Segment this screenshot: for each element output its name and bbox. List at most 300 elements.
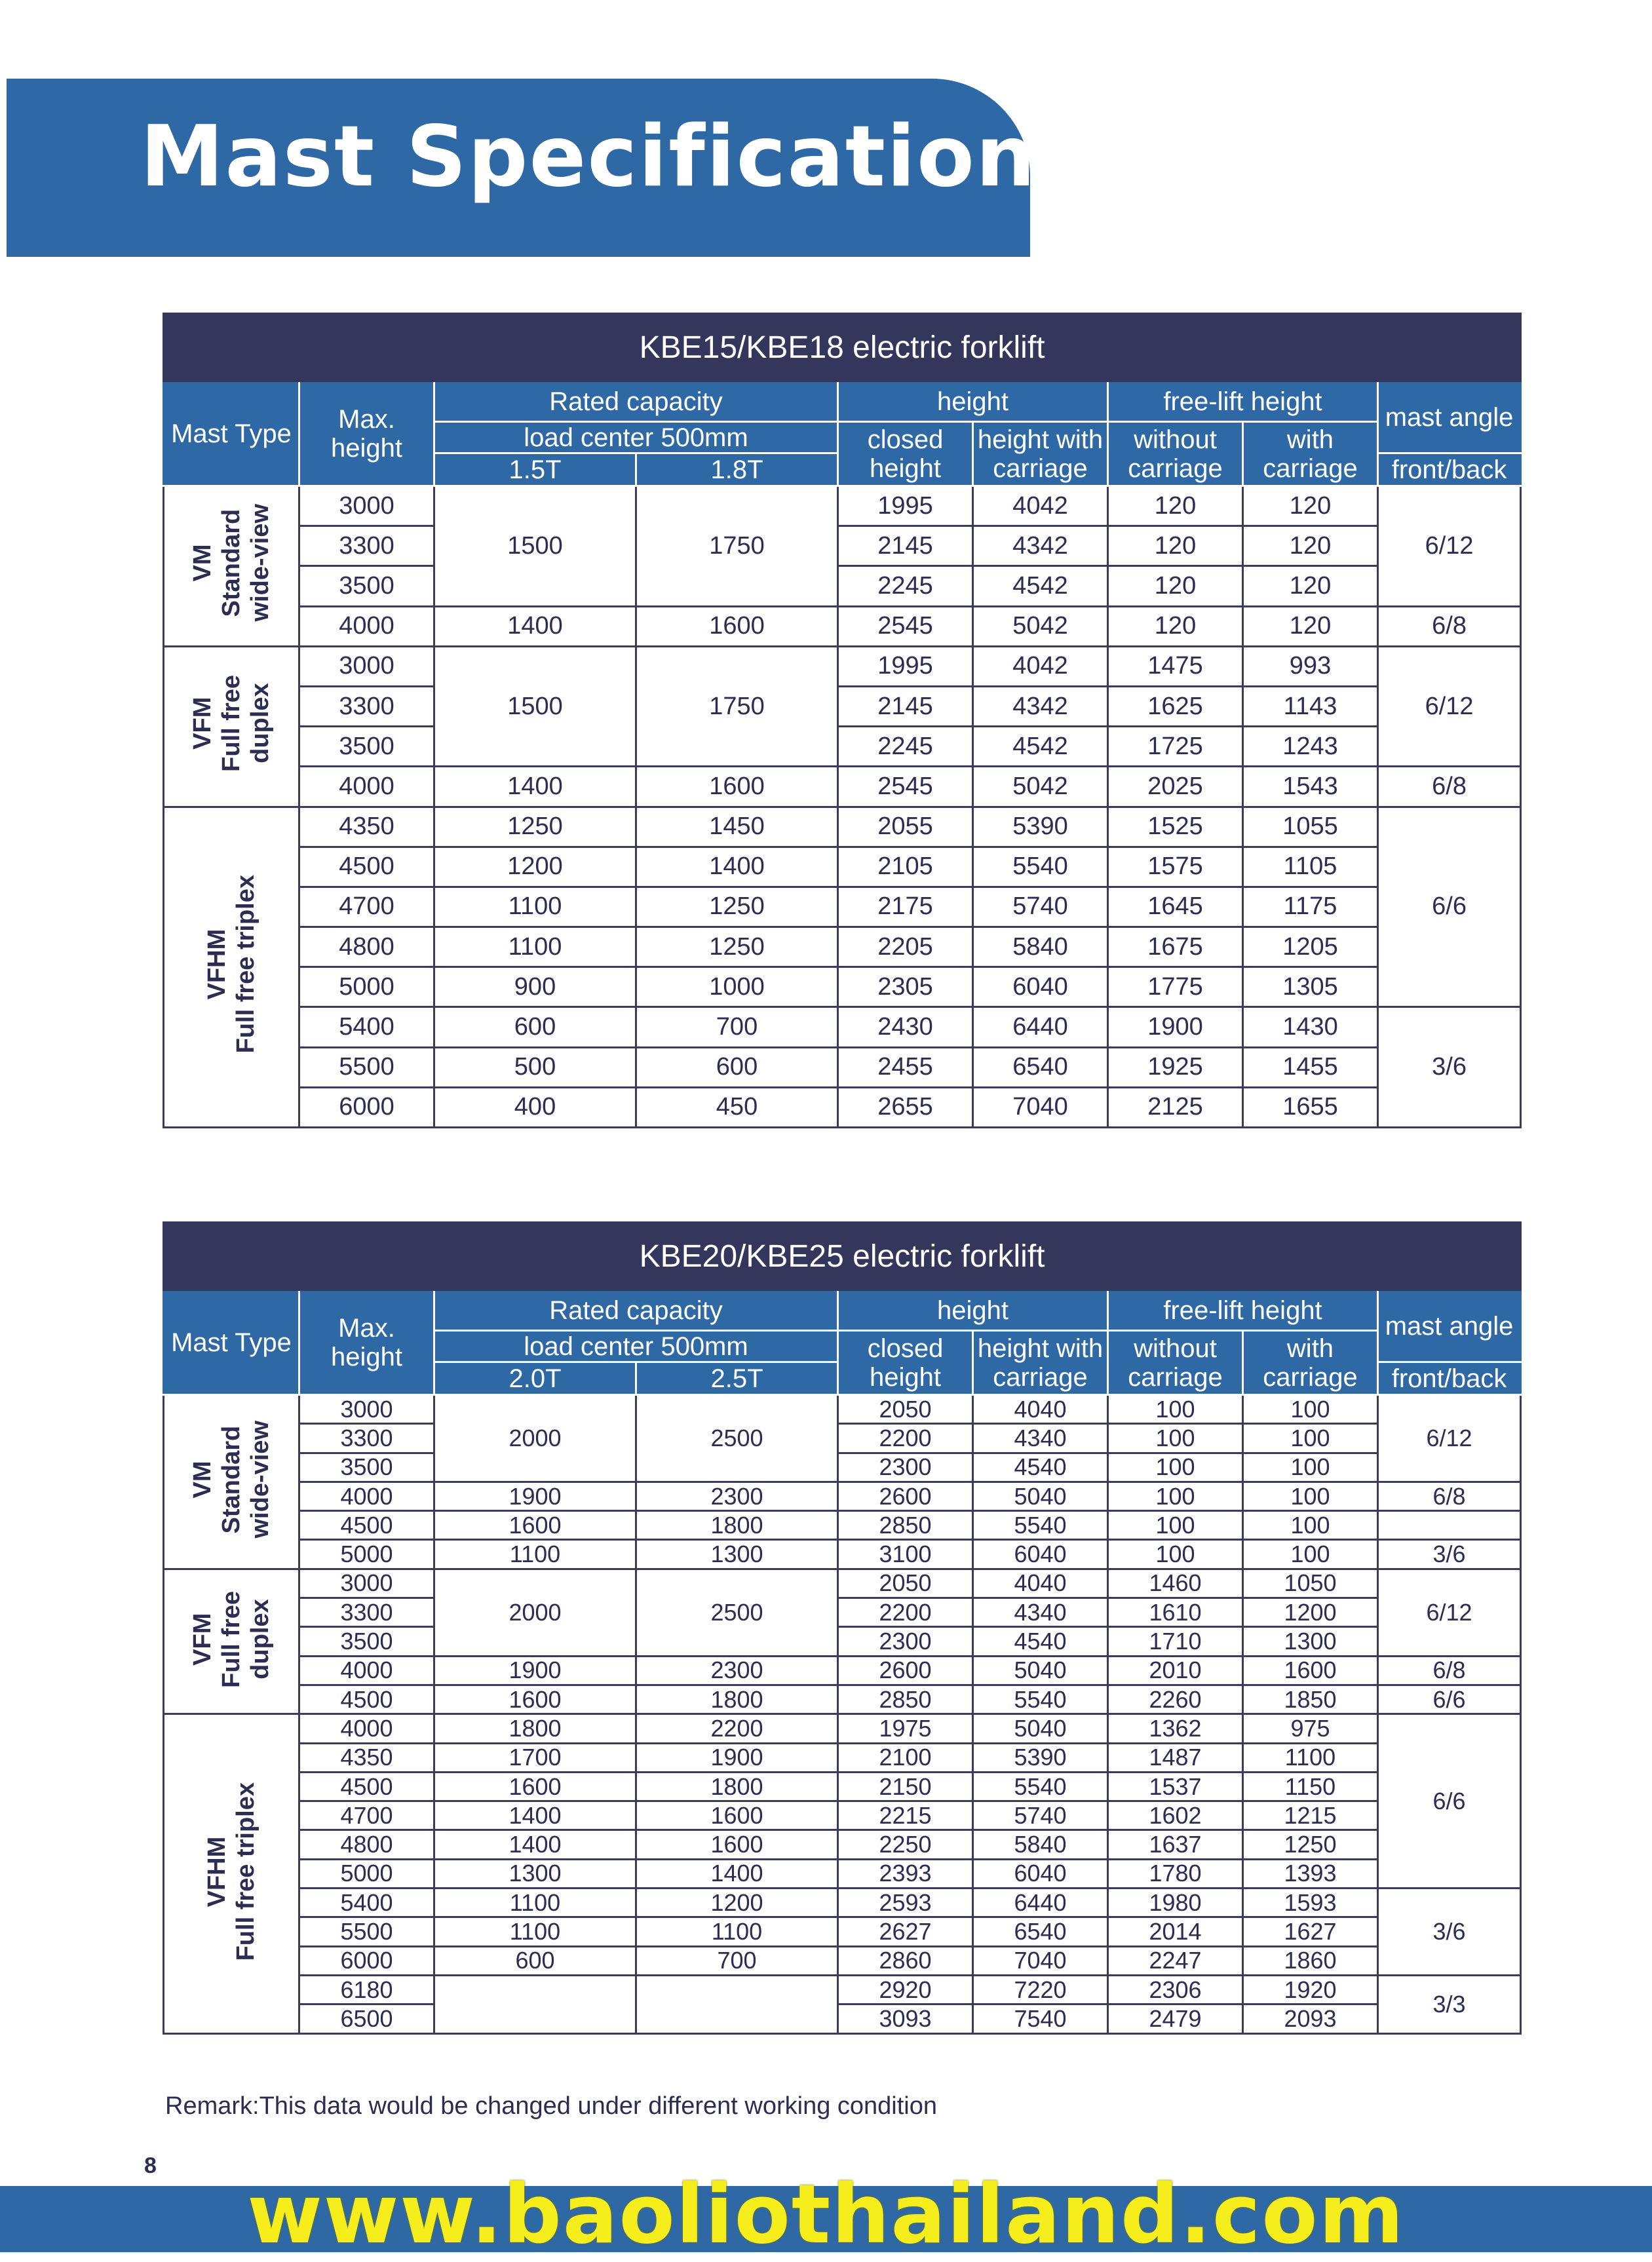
capacity-b-cell: 1100 [636, 1917, 838, 1946]
capacity-a-cell: 1400 [434, 1830, 636, 1859]
free-lift-with-cell: 120 [1243, 566, 1378, 606]
mast-type-label: VM Standard wide-view [189, 1421, 274, 1539]
height-with-carriage-cell: 6440 [973, 1888, 1108, 1917]
capacity-b-cell: 2500 [636, 1569, 838, 1656]
free-lift-without-cell: 100 [1108, 1511, 1243, 1540]
free-lift-without-cell: 1602 [1108, 1801, 1243, 1830]
closed-height-cell: 2200 [838, 1598, 973, 1627]
closed-height-cell: 2850 [838, 1685, 973, 1714]
max-height-cell: 3500 [299, 566, 434, 606]
free-lift-without-cell: 100 [1108, 1540, 1243, 1569]
max-height-cell: 4350 [299, 1743, 434, 1772]
max-height-cell: 5400 [299, 1007, 434, 1047]
closed-height-cell: 2393 [838, 1859, 973, 1888]
free-lift-without-cell: 1575 [1108, 847, 1243, 887]
closed-height-cell: 1975 [838, 1714, 973, 1743]
capacity-b-cell: 1400 [636, 847, 838, 887]
free-lift-with-cell: 120 [1243, 486, 1378, 526]
mast-type-label: VFHM Full free triplex [203, 874, 259, 1053]
capacity-b-cell: 1800 [636, 1772, 838, 1801]
max-height-cell: 5000 [299, 967, 434, 1007]
capacity-a-cell: 1800 [434, 1714, 636, 1743]
remark-note: Remark:This data would be changed under different working condition [165, 2092, 937, 2120]
mast-angle-cell: 6/6 [1378, 1685, 1521, 1714]
free-lift-with-cell: 1543 [1243, 767, 1378, 807]
max-height-cell: 3300 [299, 1424, 434, 1453]
height-with-carriage-cell: 7540 [973, 2004, 1108, 2033]
free-lift-without-cell: 100 [1108, 1482, 1243, 1510]
closed-height-cell: 2600 [838, 1656, 973, 1685]
max-height-cell: 5000 [299, 1859, 434, 1888]
free-lift-with-cell: 1150 [1243, 1772, 1378, 1801]
mast-angle-cell: 6/6 [1378, 807, 1521, 1007]
capacity-b-cell: 2300 [636, 1482, 838, 1510]
mast-angle-cell: 6/8 [1378, 606, 1521, 646]
header-mast-type: Mast Type [164, 381, 299, 486]
free-lift-without-cell: 1980 [1108, 1888, 1243, 1917]
height-with-carriage-cell: 5390 [973, 807, 1108, 847]
max-height-cell: 3300 [299, 1598, 434, 1627]
closed-height-cell: 2430 [838, 1007, 973, 1047]
closed-height-cell: 2205 [838, 927, 973, 967]
free-lift-without-cell: 1900 [1108, 1007, 1243, 1047]
height-with-carriage-cell: 5042 [973, 606, 1108, 646]
capacity-b-cell: 1750 [636, 646, 838, 767]
capacity-a-cell: 1900 [434, 1656, 636, 1685]
capacity-a-cell: 1250 [434, 807, 636, 847]
header-capacity-b: 2.5T [636, 1362, 838, 1395]
max-height-cell: 3500 [299, 1453, 434, 1482]
capacity-a-cell: 1100 [434, 1540, 636, 1569]
height-with-carriage-cell: 5540 [973, 1511, 1108, 1540]
max-height-cell: 4500 [299, 1685, 434, 1714]
height-with-carriage-cell: 5040 [973, 1482, 1108, 1510]
header-height-with-carriage: height with carriage [973, 1331, 1108, 1395]
mast-angle-cell: 3/6 [1378, 1007, 1521, 1128]
capacity-b-cell: 1600 [636, 606, 838, 646]
height-with-carriage-cell: 6540 [973, 1047, 1108, 1087]
capacity-a-cell: 1400 [434, 767, 636, 807]
free-lift-without-cell: 100 [1108, 1453, 1243, 1482]
mast-type-cell [164, 646, 299, 807]
free-lift-with-cell: 1143 [1243, 686, 1378, 726]
closed-height-cell: 2105 [838, 847, 973, 887]
max-height-cell: 3300 [299, 526, 434, 566]
free-lift-without-cell: 1362 [1108, 1714, 1243, 1743]
height-with-carriage-cell: 4042 [973, 646, 1108, 686]
mast-angle-cell: 3/3 [1378, 1975, 1521, 2033]
free-lift-without-cell: 1775 [1108, 967, 1243, 1007]
capacity-b-cell: 1750 [636, 486, 838, 607]
spec-table-kbe15-kbe18 [163, 313, 1522, 1128]
closed-height-cell: 2145 [838, 686, 973, 726]
header-capacity-a: 2.0T [434, 1362, 636, 1395]
free-lift-with-cell: 100 [1243, 1395, 1378, 1424]
free-lift-with-cell: 1050 [1243, 1569, 1378, 1598]
capacity-a-cell: 1100 [434, 887, 636, 927]
max-height-cell: 3500 [299, 727, 434, 767]
table-caption: KBE20/KBE25 electric forklift [164, 1223, 1521, 1290]
capacity-a-cell: 1100 [434, 1917, 636, 1946]
max-height-cell: 5500 [299, 1047, 434, 1087]
max-height-cell: 4800 [299, 927, 434, 967]
free-lift-with-cell: 1593 [1243, 1888, 1378, 1917]
closed-height-cell: 2245 [838, 727, 973, 767]
mast-type-label: VFHM Full free triplex [203, 1782, 259, 1961]
capacity-a-cell: 1100 [434, 1888, 636, 1917]
free-lift-without-cell: 1460 [1108, 1569, 1243, 1598]
free-lift-with-cell: 1920 [1243, 1975, 1378, 2004]
height-with-carriage-cell: 5740 [973, 887, 1108, 927]
free-lift-without-cell: 1637 [1108, 1830, 1243, 1859]
free-lift-with-cell: 100 [1243, 1453, 1378, 1482]
max-height-cell: 6180 [299, 1975, 434, 2004]
closed-height-cell: 2600 [838, 1482, 973, 1510]
closed-height-cell: 2455 [838, 1047, 973, 1087]
height-with-carriage-cell: 4042 [973, 486, 1108, 526]
capacity-b-cell: 1600 [636, 767, 838, 807]
footer-website-link[interactable]: www.baoliothailand.com [247, 2168, 1405, 2262]
max-height-cell: 4700 [299, 1801, 434, 1830]
mast-type-cell [164, 1395, 299, 1569]
capacity-a-cell: 1200 [434, 847, 636, 887]
capacity-b-cell: 2300 [636, 1656, 838, 1685]
closed-height-cell: 2050 [838, 1569, 973, 1598]
capacity-b-cell: 600 [636, 1047, 838, 1087]
mast-type-cell [164, 486, 299, 647]
height-with-carriage-cell: 5740 [973, 1801, 1108, 1830]
header-load-center: load center 500mm [434, 422, 838, 453]
mast-type-label: VFM Full free duplex [189, 674, 274, 772]
header-free-lift-height: free-lift height [1108, 381, 1378, 422]
header-capacity-b: 1.8T [636, 453, 838, 486]
capacity-a-cell: 1400 [434, 606, 636, 646]
capacity-a-cell: 1700 [434, 1743, 636, 1772]
mast-angle-cell: 6/12 [1378, 646, 1521, 767]
height-with-carriage-cell: 4340 [973, 1598, 1108, 1627]
free-lift-with-cell: 1200 [1243, 1598, 1378, 1627]
capacity-b-cell: 1200 [636, 1888, 838, 1917]
free-lift-with-cell: 1300 [1243, 1627, 1378, 1656]
header-rated-capacity: Rated capacity [434, 381, 838, 422]
free-lift-without-cell: 1625 [1108, 686, 1243, 726]
capacity-b-cell: 700 [636, 1007, 838, 1047]
height-with-carriage-cell: 4342 [973, 526, 1108, 566]
height-with-carriage-cell: 6040 [973, 967, 1108, 1007]
table-caption: KBE15/KBE18 electric forklift [164, 314, 1521, 381]
header-closed-height: closed height [838, 422, 973, 486]
free-lift-without-cell: 120 [1108, 606, 1243, 646]
header-rated-capacity: Rated capacity [434, 1290, 838, 1331]
height-with-carriage-cell: 4040 [973, 1569, 1108, 1598]
closed-height-cell: 2250 [838, 1830, 973, 1859]
mast-angle-cell: 6/12 [1378, 486, 1521, 607]
free-lift-with-cell: 1860 [1243, 1946, 1378, 1975]
height-with-carriage-cell: 7220 [973, 1975, 1108, 2004]
free-lift-without-cell: 1475 [1108, 646, 1243, 686]
free-lift-without-cell: 2247 [1108, 1946, 1243, 1975]
header-front-back: front/back [1378, 1362, 1521, 1395]
closed-height-cell: 2860 [838, 1946, 973, 1975]
free-lift-without-cell: 2125 [1108, 1087, 1243, 1127]
header-free-lift-height: free-lift height [1108, 1290, 1378, 1331]
closed-height-cell: 2245 [838, 566, 973, 606]
height-with-carriage-cell: 5540 [973, 1772, 1108, 1801]
capacity-b-cell: 1450 [636, 807, 838, 847]
capacity-b-cell: 1600 [636, 1801, 838, 1830]
free-lift-with-cell: 1243 [1243, 727, 1378, 767]
free-lift-with-cell: 1627 [1243, 1917, 1378, 1946]
max-height-cell: 5500 [299, 1917, 434, 1946]
capacity-b-cell: 1000 [636, 967, 838, 1007]
free-lift-without-cell: 120 [1108, 526, 1243, 566]
header-height: height [838, 381, 1108, 422]
header-closed-height: closed height [838, 1331, 973, 1395]
free-lift-with-cell: 975 [1243, 1714, 1378, 1743]
capacity-a-cell: 1400 [434, 1801, 636, 1830]
closed-height-cell: 2175 [838, 887, 973, 927]
capacity-b-cell: 700 [636, 1946, 838, 1975]
height-with-carriage-cell: 5840 [973, 1830, 1108, 1859]
free-lift-without-cell: 1645 [1108, 887, 1243, 927]
closed-height-cell: 2200 [838, 1424, 973, 1453]
capacity-a-cell: 600 [434, 1007, 636, 1047]
closed-height-cell: 2150 [838, 1772, 973, 1801]
free-lift-without-cell: 1780 [1108, 1859, 1243, 1888]
max-height-cell: 5000 [299, 1540, 434, 1569]
header-max-height: Max. height [299, 1290, 434, 1395]
mast-type-cell [164, 1569, 299, 1714]
free-lift-without-cell: 2010 [1108, 1656, 1243, 1685]
max-height-cell: 3000 [299, 1569, 434, 1598]
free-lift-without-cell: 100 [1108, 1424, 1243, 1453]
mast-angle-cell: 6/6 [1378, 1714, 1521, 1888]
free-lift-without-cell: 2260 [1108, 1685, 1243, 1714]
free-lift-with-cell: 1305 [1243, 967, 1378, 1007]
closed-height-cell: 2593 [838, 1888, 973, 1917]
header-mast-angle: mast angle [1378, 1290, 1521, 1362]
free-lift-with-cell: 993 [1243, 646, 1378, 686]
height-with-carriage-cell: 4542 [973, 566, 1108, 606]
header-load-center: load center 500mm [434, 1331, 838, 1362]
closed-height-cell: 1995 [838, 646, 973, 686]
free-lift-without-cell: 1675 [1108, 927, 1243, 967]
mast-angle-cell: 6/12 [1378, 1569, 1521, 1656]
mast-angle-cell: 6/8 [1378, 1656, 1521, 1685]
capacity-a-cell: 1500 [434, 486, 636, 607]
capacity-b-cell: 1250 [636, 927, 838, 967]
height-with-carriage-cell: 4540 [973, 1453, 1108, 1482]
height-with-carriage-cell: 5540 [973, 847, 1108, 887]
free-lift-without-cell: 120 [1108, 566, 1243, 606]
free-lift-with-cell: 1850 [1243, 1685, 1378, 1714]
max-height-cell: 4500 [299, 1772, 434, 1801]
height-with-carriage-cell: 6440 [973, 1007, 1108, 1047]
max-height-cell: 4500 [299, 1511, 434, 1540]
capacity-a-cell: 2000 [434, 1395, 636, 1482]
closed-height-cell: 2055 [838, 807, 973, 847]
height-with-carriage-cell: 5540 [973, 1685, 1108, 1714]
header-capacity-a: 1.5T [434, 453, 636, 486]
free-lift-with-cell: 2093 [1243, 2004, 1378, 2033]
free-lift-with-cell: 1250 [1243, 1830, 1378, 1859]
free-lift-without-cell: 2306 [1108, 1975, 1243, 2004]
capacity-a-cell [434, 1975, 636, 2033]
closed-height-cell: 2655 [838, 1087, 973, 1127]
closed-height-cell: 1995 [838, 486, 973, 526]
height-with-carriage-cell: 7040 [973, 1946, 1108, 1975]
max-height-cell: 4700 [299, 887, 434, 927]
closed-height-cell: 2545 [838, 606, 973, 646]
mast-type-cell [164, 1714, 299, 2033]
height-with-carriage-cell: 7040 [973, 1087, 1108, 1127]
max-height-cell: 4000 [299, 1482, 434, 1510]
height-with-carriage-cell: 5840 [973, 927, 1108, 967]
mast-type-cell [164, 807, 299, 1128]
max-height-cell: 3000 [299, 646, 434, 686]
capacity-a-cell: 2000 [434, 1569, 636, 1656]
capacity-b-cell [636, 1975, 838, 2033]
header-front-back: front/back [1378, 453, 1521, 486]
closed-height-cell: 2850 [838, 1511, 973, 1540]
max-height-cell: 3500 [299, 1627, 434, 1656]
mast-angle-cell: 3/6 [1378, 1540, 1521, 1569]
mast-type-label: VM Standard wide-view [189, 504, 274, 622]
height-with-carriage-cell: 4040 [973, 1395, 1108, 1424]
max-height-cell: 5400 [299, 1888, 434, 1917]
mast-type-label: VFM Full free duplex [189, 1590, 274, 1688]
height-with-carriage-cell: 5390 [973, 1743, 1108, 1772]
capacity-a-cell: 1500 [434, 646, 636, 767]
mast-angle-cell: 6/8 [1378, 767, 1521, 807]
mast-angle-cell: 6/12 [1378, 1395, 1521, 1482]
free-lift-without-cell: 1487 [1108, 1743, 1243, 1772]
header-height: height [838, 1290, 1108, 1331]
closed-height-cell: 2050 [838, 1395, 973, 1424]
capacity-a-cell: 600 [434, 1946, 636, 1975]
page-title: Mast Specifications [140, 108, 1088, 206]
max-height-cell: 3300 [299, 686, 434, 726]
capacity-b-cell: 1900 [636, 1743, 838, 1772]
mast-angle-cell: 6/8 [1378, 1482, 1521, 1510]
max-height-cell: 3000 [299, 1395, 434, 1424]
height-with-carriage-cell: 6540 [973, 1917, 1108, 1946]
capacity-a-cell: 500 [434, 1047, 636, 1087]
closed-height-cell: 3093 [838, 2004, 973, 2033]
max-height-cell: 6000 [299, 1087, 434, 1127]
height-with-carriage-cell: 4340 [973, 1424, 1108, 1453]
max-height-cell: 6500 [299, 2004, 434, 2033]
closed-height-cell: 2300 [838, 1453, 973, 1482]
free-lift-with-cell: 120 [1243, 526, 1378, 566]
header-without-carriage: without carriage [1108, 422, 1243, 486]
capacity-b-cell: 1800 [636, 1685, 838, 1714]
free-lift-without-cell: 100 [1108, 1395, 1243, 1424]
free-lift-without-cell: 1537 [1108, 1772, 1243, 1801]
free-lift-with-cell: 120 [1243, 606, 1378, 646]
closed-height-cell: 3100 [838, 1540, 973, 1569]
max-height-cell: 4350 [299, 807, 434, 847]
height-with-carriage-cell: 4542 [973, 727, 1108, 767]
free-lift-with-cell: 1205 [1243, 927, 1378, 967]
header-mast-type: Mast Type [164, 1290, 299, 1395]
max-height-cell: 3000 [299, 486, 434, 526]
max-height-cell: 4000 [299, 767, 434, 807]
capacity-b-cell: 2200 [636, 1714, 838, 1743]
free-lift-without-cell: 2479 [1108, 2004, 1243, 2033]
free-lift-with-cell: 1455 [1243, 1047, 1378, 1087]
max-height-cell: 4800 [299, 1830, 434, 1859]
header-height-with-carriage: height with carriage [973, 422, 1108, 486]
free-lift-without-cell: 120 [1108, 486, 1243, 526]
height-with-carriage-cell: 5042 [973, 767, 1108, 807]
capacity-a-cell: 1600 [434, 1772, 636, 1801]
capacity-a-cell: 1600 [434, 1685, 636, 1714]
closed-height-cell: 2145 [838, 526, 973, 566]
header-without-carriage: without carriage [1108, 1331, 1243, 1395]
closed-height-cell: 2215 [838, 1801, 973, 1830]
capacity-b-cell: 1250 [636, 887, 838, 927]
height-with-carriage-cell: 4342 [973, 686, 1108, 726]
header-mast-angle: mast angle [1378, 381, 1521, 453]
capacity-a-cell: 1900 [434, 1482, 636, 1510]
free-lift-with-cell: 1105 [1243, 847, 1378, 887]
capacity-a-cell: 400 [434, 1087, 636, 1127]
header-with-carriage: with carriage [1243, 422, 1378, 486]
free-lift-with-cell: 1215 [1243, 1801, 1378, 1830]
capacity-a-cell: 1300 [434, 1859, 636, 1888]
capacity-b-cell: 1600 [636, 1830, 838, 1859]
free-lift-without-cell: 1925 [1108, 1047, 1243, 1087]
capacity-a-cell: 900 [434, 967, 636, 1007]
closed-height-cell: 2627 [838, 1917, 973, 1946]
free-lift-with-cell: 1655 [1243, 1087, 1378, 1127]
mast-angle-cell: 3/6 [1378, 1888, 1521, 1976]
max-height-cell: 4000 [299, 606, 434, 646]
height-with-carriage-cell: 4540 [973, 1627, 1108, 1656]
free-lift-without-cell: 1610 [1108, 1598, 1243, 1627]
mast-angle-cell [1378, 1511, 1521, 1540]
closed-height-cell: 2545 [838, 767, 973, 807]
free-lift-with-cell: 100 [1243, 1424, 1378, 1453]
closed-height-cell: 2305 [838, 967, 973, 1007]
capacity-a-cell: 1600 [434, 1511, 636, 1540]
free-lift-with-cell: 1600 [1243, 1656, 1378, 1685]
max-height-cell: 4500 [299, 847, 434, 887]
free-lift-without-cell: 2014 [1108, 1917, 1243, 1946]
free-lift-without-cell: 1725 [1108, 727, 1243, 767]
header-with-carriage: with carriage [1243, 1331, 1378, 1395]
free-lift-with-cell: 1430 [1243, 1007, 1378, 1047]
closed-height-cell: 2920 [838, 1975, 973, 2004]
free-lift-with-cell: 100 [1243, 1540, 1378, 1569]
height-with-carriage-cell: 6040 [973, 1540, 1108, 1569]
capacity-b-cell: 2500 [636, 1395, 838, 1482]
max-height-cell: 4000 [299, 1656, 434, 1685]
header-max-height: Max. height [299, 381, 434, 486]
spec-table-kbe20-kbe25 [163, 1221, 1522, 2035]
height-with-carriage-cell: 5040 [973, 1714, 1108, 1743]
height-with-carriage-cell: 5040 [973, 1656, 1108, 1685]
capacity-b-cell: 1800 [636, 1511, 838, 1540]
capacity-b-cell: 450 [636, 1087, 838, 1127]
capacity-a-cell: 1100 [434, 927, 636, 967]
free-lift-with-cell: 1055 [1243, 807, 1378, 847]
free-lift-with-cell: 1175 [1243, 887, 1378, 927]
free-lift-without-cell: 2025 [1108, 767, 1243, 807]
max-height-cell: 6000 [299, 1946, 434, 1975]
free-lift-with-cell: 100 [1243, 1482, 1378, 1510]
